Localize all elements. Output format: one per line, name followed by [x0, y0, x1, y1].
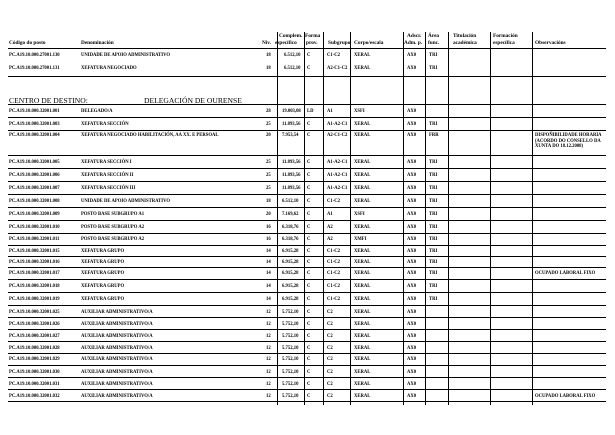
cell-forma: C [307, 297, 311, 302]
table-row [0, 357, 615, 365]
cell-subgrupo: C1-C2 [327, 249, 341, 254]
cell-corpo: XERAL [354, 310, 371, 315]
cell-denominacion: XEFATURA NEGOCIADO [81, 66, 137, 71]
cell-adscr: AX0 [407, 53, 417, 58]
cell-denominacion: UNIDADE DE APOIO ADMINISTRATIVO [81, 53, 171, 58]
cell-codigo: PC.A19.10.000.32001.026 [9, 322, 60, 327]
cell-adscr: AX0 [407, 249, 417, 254]
header-formacion-line2: específica [493, 40, 515, 46]
row-rule [8, 256, 606, 257]
cell-complemento: 11.893,56 [282, 160, 301, 165]
cell-codigo: PC.A19.10.000.32001.015 [9, 249, 60, 254]
cell-forma: C [307, 160, 311, 165]
table-row [0, 212, 615, 220]
cell-denominacion: AUXILIAR ADMINISTRATIVO/A [81, 357, 153, 362]
cell-adscr: AX0 [407, 346, 417, 351]
cell-adscr: AX0 [407, 297, 417, 302]
cell-complemento: 5.752,10 [282, 382, 299, 387]
cell-subgrupo: C1-C2 [327, 260, 341, 265]
table-row [0, 186, 615, 194]
header-area-line1: Área [428, 33, 440, 39]
cell-forma: C [307, 334, 311, 339]
cell-corpo: XSFI [354, 212, 365, 217]
cell-corpo: XERAL [354, 133, 371, 138]
cell-corpo: XERAL [354, 66, 371, 71]
cell-codigo: PC.A19.10.000.32001.011 [9, 237, 60, 242]
cell-complemento: 11.893,56 [282, 186, 301, 191]
column-separator [490, 32, 491, 405]
cell-forma: C [307, 199, 311, 204]
cell-subgrupo: A1-A2-C1 [327, 173, 348, 178]
cell-observacions: OCUPADO LABORAL FIXO [535, 271, 596, 276]
cell-denominacion: XEFATURA GRUPO [81, 284, 125, 289]
cell-adscr: AX0 [407, 237, 417, 242]
cell-corpo: XERAL [354, 357, 371, 362]
cell-forma: C [307, 186, 311, 191]
cell-subgrupo: A1 [327, 109, 333, 114]
header-adscr-line1: Adscr. [407, 33, 422, 39]
cell-corpo: XERAL [354, 249, 371, 254]
cell-complemento: 6.915,28 [282, 271, 299, 276]
cell-nivel: 16 [266, 225, 271, 230]
cell-denominacion: XEFATURA SECCIÓN I [81, 160, 132, 165]
cell-denominacion: AUXILIAR ADMINISTRATIVO/A [81, 382, 153, 387]
cell-complemento: 11.893,56 [282, 173, 301, 178]
row-rule [8, 220, 606, 221]
table-row [0, 225, 615, 233]
row-rule [8, 329, 606, 330]
cell-corpo: XERAL [354, 225, 371, 230]
cell-nivel: 12 [266, 357, 271, 362]
cell-corpo: XERAL [354, 346, 371, 351]
row-rule [8, 389, 606, 390]
header-formacion-line1: Formación [493, 33, 518, 39]
cell-corpo: XSFI [354, 109, 365, 114]
cell-denominacion: POSTO BASE SUBGRUPO A2 [81, 237, 145, 242]
table-row [0, 199, 615, 207]
table-row [0, 122, 615, 130]
cell-denominacion: AUXILIAR ADMINISTRATIVO/A [81, 334, 153, 339]
cell-corpo: XERAL [354, 122, 371, 127]
cell-nivel: 12 [266, 322, 271, 327]
cell-forma: C [307, 310, 311, 315]
section-rule [8, 104, 606, 105]
cell-nivel: 14 [266, 284, 271, 289]
cell-forma: C [307, 284, 311, 289]
table-row [0, 160, 615, 168]
table-row [0, 53, 615, 61]
cell-denominacion: AUXILIAR ADMINISTRATIVO/A [81, 394, 153, 399]
cell-corpo: XERAL [354, 173, 371, 178]
cell-forma: C [307, 173, 311, 178]
cell-codigo: PC.A19.10.000.27001.130 [9, 53, 60, 58]
cell-denominacion: AUXILIAR ADMINISTRATIVO/A [81, 370, 153, 375]
cell-nivel: 20 [266, 133, 271, 138]
header-complemento-line1: Complem. [279, 33, 303, 39]
cell-adscr: AX0 [407, 357, 417, 362]
cell-forma: C [307, 237, 311, 242]
cell-complemento: 6.318,76 [282, 225, 299, 230]
cell-codigo: PC.A19.10.000.32001.016 [9, 260, 60, 265]
cell-nivel: 12 [266, 370, 271, 375]
cell-subgrupo: C2 [327, 357, 333, 362]
cell-area: TRI [429, 122, 438, 127]
cell-observacions: DISPOÑIBILIDADE HORARIA (ACORDO DO CONSELLO DA XUNTA DO 18.12.2008) [535, 133, 602, 150]
row-rule [8, 245, 606, 246]
cell-codigo: PC.A19.10.000.32001.018 [9, 284, 60, 289]
cell-subgrupo: C2 [327, 310, 333, 315]
header-adscr-line2: Adm. p. [404, 40, 423, 46]
cell-codigo: PC.A19.10.000.32001.008 [9, 199, 60, 204]
cell-complemento: 6.915,28 [282, 284, 299, 289]
cell-complemento: 5.752,10 [282, 394, 299, 399]
cell-area: TRI [429, 212, 438, 217]
cell-subgrupo: C2 [327, 394, 333, 399]
cell-codigo: PC.A19.10.000.32001.010 [9, 225, 60, 230]
cell-subgrupo: A2 [327, 225, 333, 230]
cell-codigo: PC.A19.10.000.32001.007 [9, 186, 60, 191]
cell-nivel: 14 [266, 260, 271, 265]
cell-codigo: PC.A19.10.000.32001.009 [9, 212, 60, 217]
cell-adscr: AX0 [407, 322, 417, 327]
cell-nivel: 28 [266, 109, 271, 114]
cell-denominacion: POSTO BASE SUBGRUPO A1 [81, 212, 145, 217]
cell-nivel: 14 [266, 249, 271, 254]
header-subgrupo: Subgrupo [328, 40, 351, 46]
cell-codigo: PC.A19.10.000.32001.004 [9, 133, 60, 138]
header-complemento-line2: específico [275, 40, 297, 46]
cell-subgrupo: C1-C2 [327, 271, 341, 276]
column-separator [323, 32, 324, 405]
cell-adscr: AX0 [407, 310, 417, 315]
row-rule [8, 305, 606, 306]
cell-corpo: XERAL [354, 186, 371, 191]
cell-area: TRI [429, 199, 438, 204]
cell-nivel: 18 [266, 53, 271, 58]
cell-subgrupo: C2 [327, 346, 333, 351]
cell-forma: C [307, 122, 311, 127]
cell-corpo: XERAL [354, 271, 371, 276]
cell-forma: C [307, 322, 311, 327]
cell-denominacion: XEFATURA GRUPO [81, 271, 125, 276]
row-rule [8, 233, 606, 234]
cell-subgrupo: A2-C1-C2 [327, 66, 348, 71]
column-separator [277, 32, 278, 405]
cell-subgrupo: A2 [327, 237, 333, 242]
cell-corpo: XERAL [354, 260, 371, 265]
cell-complemento: 6.915,28 [282, 260, 299, 265]
cell-subgrupo: C1-C2 [327, 53, 341, 58]
cell-nivel: 18 [266, 66, 271, 71]
cell-denominacion: XEFATURA SECCIÓN II [81, 173, 134, 178]
row-rule [8, 292, 606, 293]
cell-area: TRI [429, 249, 438, 254]
cell-corpo: XERAL [354, 297, 371, 302]
cell-nivel: 12 [266, 394, 271, 399]
cell-forma: C [307, 66, 311, 71]
cell-codigo: PC.A19.10.000.32001.005 [9, 160, 60, 165]
cell-forma: C [307, 346, 311, 351]
row-rule [8, 76, 606, 77]
cell-area: TRI [429, 66, 438, 71]
cell-area: TRI [429, 284, 438, 289]
header-corpo: Corpo/escala [354, 40, 384, 46]
cell-area: TRI [429, 160, 438, 165]
cell-adscr: AX0 [407, 133, 417, 138]
cell-nivel: 20 [266, 212, 271, 217]
cell-subgrupo: A1-A2-C1 [327, 160, 348, 165]
cell-adscr: AX0 [407, 260, 417, 265]
column-separator [448, 32, 449, 405]
cell-denominacion: DELEGADO/A [81, 109, 113, 114]
cell-adscr: AX0 [407, 122, 417, 127]
cell-nivel: 25 [266, 186, 271, 191]
column-separator [425, 32, 426, 405]
cell-adscr: AX0 [407, 173, 417, 178]
cell-corpo: XERAL [354, 394, 371, 399]
cell-complemento: 5.752,10 [282, 322, 299, 327]
cell-forma: C [307, 271, 311, 276]
cell-subgrupo: A1-A2-C1 [327, 186, 348, 191]
row-rule [8, 130, 606, 131]
row-rule [8, 194, 606, 195]
cell-corpo: XMFI [354, 237, 367, 242]
row-rule [8, 207, 606, 208]
cell-area: TRI [429, 225, 438, 230]
cell-adscr: AX0 [407, 370, 417, 375]
header-rule [8, 48, 606, 49]
cell-complemento: 6.915,28 [282, 297, 299, 302]
cell-adscr: AX0 [407, 199, 417, 204]
cell-forma: C [307, 370, 311, 375]
cell-complemento: 5.752,10 [282, 334, 299, 339]
cell-codigo: PC.A19.10.000.32001.029 [9, 357, 60, 362]
cell-complemento: 19.003,08 [282, 109, 301, 114]
cell-nivel: 25 [266, 173, 271, 178]
cell-nivel: 12 [266, 334, 271, 339]
cell-codigo: PC.A19.10.000.32001.028 [9, 346, 60, 351]
cell-adscr: AX0 [407, 284, 417, 289]
column-separator [532, 32, 533, 405]
cell-subgrupo: A1-A2-C1 [327, 122, 348, 127]
cell-complemento: 5.752,10 [282, 310, 299, 315]
cell-denominacion: AUXILIAR ADMINISTRATIVO/A [81, 322, 153, 327]
cell-forma: C [307, 357, 311, 362]
cell-adscr: AX0 [407, 160, 417, 165]
row-rule [8, 353, 606, 354]
cell-adscr: AX0 [407, 109, 417, 114]
cell-subgrupo: C1-C2 [327, 297, 341, 302]
column-separator [350, 32, 351, 405]
cell-corpo: XERAL [354, 160, 371, 165]
cell-corpo: XERAL [354, 53, 371, 58]
cell-area: TRI [429, 173, 438, 178]
row-rule [8, 377, 606, 378]
cell-adscr: AX0 [407, 186, 417, 191]
row-rule [8, 168, 606, 169]
cell-complemento: 7.169,62 [282, 212, 299, 217]
cell-subgrupo: C2 [327, 382, 333, 387]
cell-nivel: 16 [266, 237, 271, 242]
header-codigo: Código do posto [9, 40, 46, 46]
cell-denominacion: AUXILIAR ADMINISTRATIVO/A [81, 310, 153, 315]
cell-denominacion: XEFATURA NEGOCIADO HABILITACIÓN, AA XX. E PERSOAL [81, 133, 219, 138]
cell-adscr: AX0 [407, 394, 417, 399]
cell-subgrupo: C2 [327, 334, 333, 339]
row-rule [8, 267, 606, 268]
cell-denominacion: UNIDADE DE APOIO ADMINISTRATIVO [81, 199, 171, 204]
cell-denominacion: XEFATURA SECCIÓN [81, 122, 129, 127]
cell-corpo: XERAL [354, 382, 371, 387]
cell-corpo: XERAL [354, 370, 371, 375]
table-row [0, 109, 615, 117]
cell-nivel: 14 [266, 271, 271, 276]
cell-area: FRR [429, 133, 439, 138]
cell-codigo: PC.A19.10.000.32001.032 [9, 394, 60, 399]
header-observacions: Observacións [535, 40, 566, 46]
cell-complemento: 5.752,10 [282, 357, 299, 362]
cell-codigo: PC.A19.10.000.32001.031 [9, 382, 60, 387]
header-titulacion-line2: académica [453, 40, 477, 46]
table-row [0, 66, 615, 74]
cell-denominacion: AUXILIAR ADMINISTRATIVO/A [81, 346, 153, 351]
cell-forma: C [307, 53, 311, 58]
table-row [0, 297, 615, 305]
row-rule [8, 181, 606, 182]
cell-forma: LD [307, 109, 314, 114]
cell-area: TRI [429, 271, 438, 276]
row-rule [8, 117, 606, 118]
row-rule [8, 317, 606, 318]
cell-complemento: 6.915,28 [282, 249, 299, 254]
cell-subgrupo: A2-C1-C2 [327, 133, 348, 138]
table-row [0, 271, 615, 279]
cell-denominacion: POSTO BASE SUBGRUPO A2 [81, 225, 145, 230]
cell-denominacion: XEFATURA GRUPO [81, 260, 125, 265]
cell-codigo: PC.A19.10.000.32001.006 [9, 173, 60, 178]
cell-complemento: 6.512,10 [284, 53, 301, 58]
cell-forma: C [307, 225, 311, 230]
cell-complemento: 6.318,76 [282, 237, 299, 242]
cell-codigo: PC.A19.10.000.32001.019 [9, 297, 60, 302]
cell-nivel: 14 [266, 297, 271, 302]
cell-corpo: XERAL [354, 199, 371, 204]
table-row [0, 173, 615, 181]
cell-forma: C [307, 382, 311, 387]
cell-corpo: XERAL [354, 322, 371, 327]
cell-codigo: PC.A19.10.000.32001.025 [9, 310, 60, 315]
cell-subgrupo: A1 [327, 212, 333, 217]
cell-corpo: XERAL [354, 334, 371, 339]
cell-nivel: 12 [266, 310, 271, 315]
cell-adscr: AX0 [407, 271, 417, 276]
cell-subgrupo: C2 [327, 322, 333, 327]
row-rule [8, 341, 606, 342]
cell-subgrupo: C1-C2 [327, 284, 341, 289]
header-forma-line1: Forma [305, 33, 321, 39]
header-nivel: Niv. [262, 40, 271, 46]
header-denominacion: Denominación [81, 40, 114, 46]
cell-area: TRI [429, 237, 438, 242]
table-row [0, 133, 615, 150]
cell-forma: C [307, 133, 311, 138]
cell-adscr: AX0 [407, 212, 417, 217]
cell-adscr: AX0 [407, 225, 417, 230]
cell-denominacion: XEFATURA SECCIÓN III [81, 186, 136, 191]
row-rule [8, 155, 606, 156]
table-row [0, 284, 615, 292]
cell-observacions: OCUPADO LABORAL FIXO [535, 394, 596, 399]
header-area-line2: func. [428, 40, 440, 46]
row-rule [8, 279, 606, 280]
cell-denominacion: XEFATURA GRUPO [81, 297, 125, 302]
cell-nivel: 25 [266, 160, 271, 165]
cell-codigo: PC.A19.10.000.32001.003 [9, 122, 60, 127]
cell-complemento: 11.893,56 [282, 122, 301, 127]
cell-adscr: AX0 [407, 382, 417, 387]
cell-codigo: PC.A19.10.000.32001.030 [9, 370, 60, 375]
cell-area: TRI [429, 260, 438, 265]
cell-forma: C [307, 212, 311, 217]
cell-forma: C [307, 394, 311, 399]
cell-nivel: 18 [266, 199, 271, 204]
row-rule [8, 401, 606, 402]
cell-area: TRI [429, 297, 438, 302]
cell-complemento: 7.953,54 [282, 133, 299, 138]
cell-complemento: 6.512,10 [282, 199, 299, 204]
cell-nivel: 12 [266, 346, 271, 351]
column-separator [403, 32, 404, 405]
cell-area: TRI [429, 53, 438, 58]
row-rule [8, 365, 606, 366]
cell-codigo: PC.A19.10.000.32001.001 [9, 109, 60, 114]
section-label: CENTRO DE DESTINO: [9, 96, 88, 105]
header-titulacion-line1: Titulación [453, 33, 477, 39]
cell-complemento: 6.512,10 [284, 66, 301, 71]
section-title: DELEGACIÓN DE OURENSE [144, 96, 242, 105]
cell-codigo: PC.A19.10.000.27001.131 [9, 66, 60, 71]
cell-complemento: 5.752,10 [282, 346, 299, 351]
cell-forma: C [307, 260, 311, 265]
cell-forma: C [307, 249, 311, 254]
cell-adscr: AX0 [407, 66, 417, 71]
cell-subgrupo: C2 [327, 370, 333, 375]
cell-corpo: XERAL [354, 284, 371, 289]
cell-area: TRI [429, 186, 438, 191]
cell-nivel: 25 [266, 122, 271, 127]
table-row [0, 237, 615, 245]
cell-nivel: 12 [266, 382, 271, 387]
cell-denominacion: XEFATURA GRUPO [81, 249, 125, 254]
cell-complemento: 5.752,10 [282, 370, 299, 375]
cell-subgrupo: C1-C2 [327, 199, 341, 204]
header-forma-line2: prov. [306, 40, 318, 46]
cell-codigo: PC.A19.10.000.32001.017 [9, 271, 60, 276]
cell-adscr: AX0 [407, 334, 417, 339]
cell-codigo: PC.A19.10.000.32001.027 [9, 334, 60, 339]
column-separator [304, 32, 305, 405]
